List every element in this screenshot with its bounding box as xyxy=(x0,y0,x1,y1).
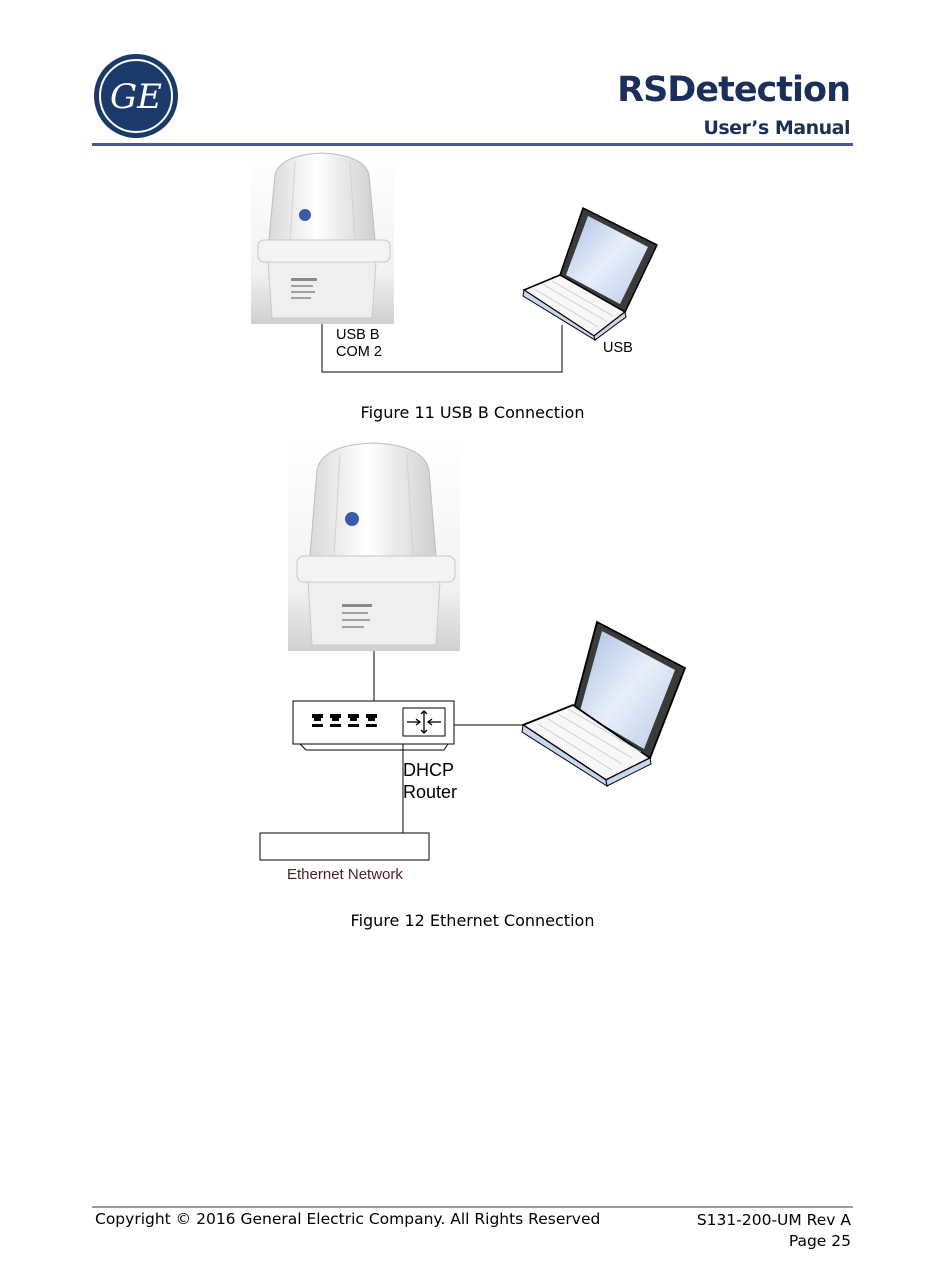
footer-doc-info xyxy=(697,1210,851,1252)
usb-port-label-line2: COM 2 xyxy=(336,344,382,360)
logo-text: GE xyxy=(110,77,162,117)
laptop-usb-label: USB xyxy=(603,340,633,356)
router-label-line2: Router xyxy=(403,782,458,802)
router-label xyxy=(403,759,457,803)
router-label-line1: DHCP xyxy=(403,760,455,780)
usb-port-label-line1: USB B xyxy=(336,327,380,343)
document-title: RSDetection xyxy=(617,70,850,110)
device-image-2 xyxy=(288,441,460,651)
page-number: Page 25 xyxy=(788,1232,851,1250)
document-id: S131-200-UM Rev A xyxy=(696,1211,851,1229)
ethernet-network-label: Ethernet Network xyxy=(287,866,403,883)
document-subtitle: User’s Manual xyxy=(703,117,850,139)
dhcp-router-icon xyxy=(293,701,454,750)
ethernet-network-box xyxy=(260,833,429,860)
copyright-text: Copyright © 2016 General Electric Company. All Rights Reserved xyxy=(95,1210,601,1228)
footer-rule xyxy=(92,1206,853,1208)
figure-12-caption: Figure 12 Ethernet Connection xyxy=(350,911,595,930)
figure-11-caption: Figure 11 USB B Connection xyxy=(360,403,585,422)
laptop-icon-2 xyxy=(522,622,685,786)
